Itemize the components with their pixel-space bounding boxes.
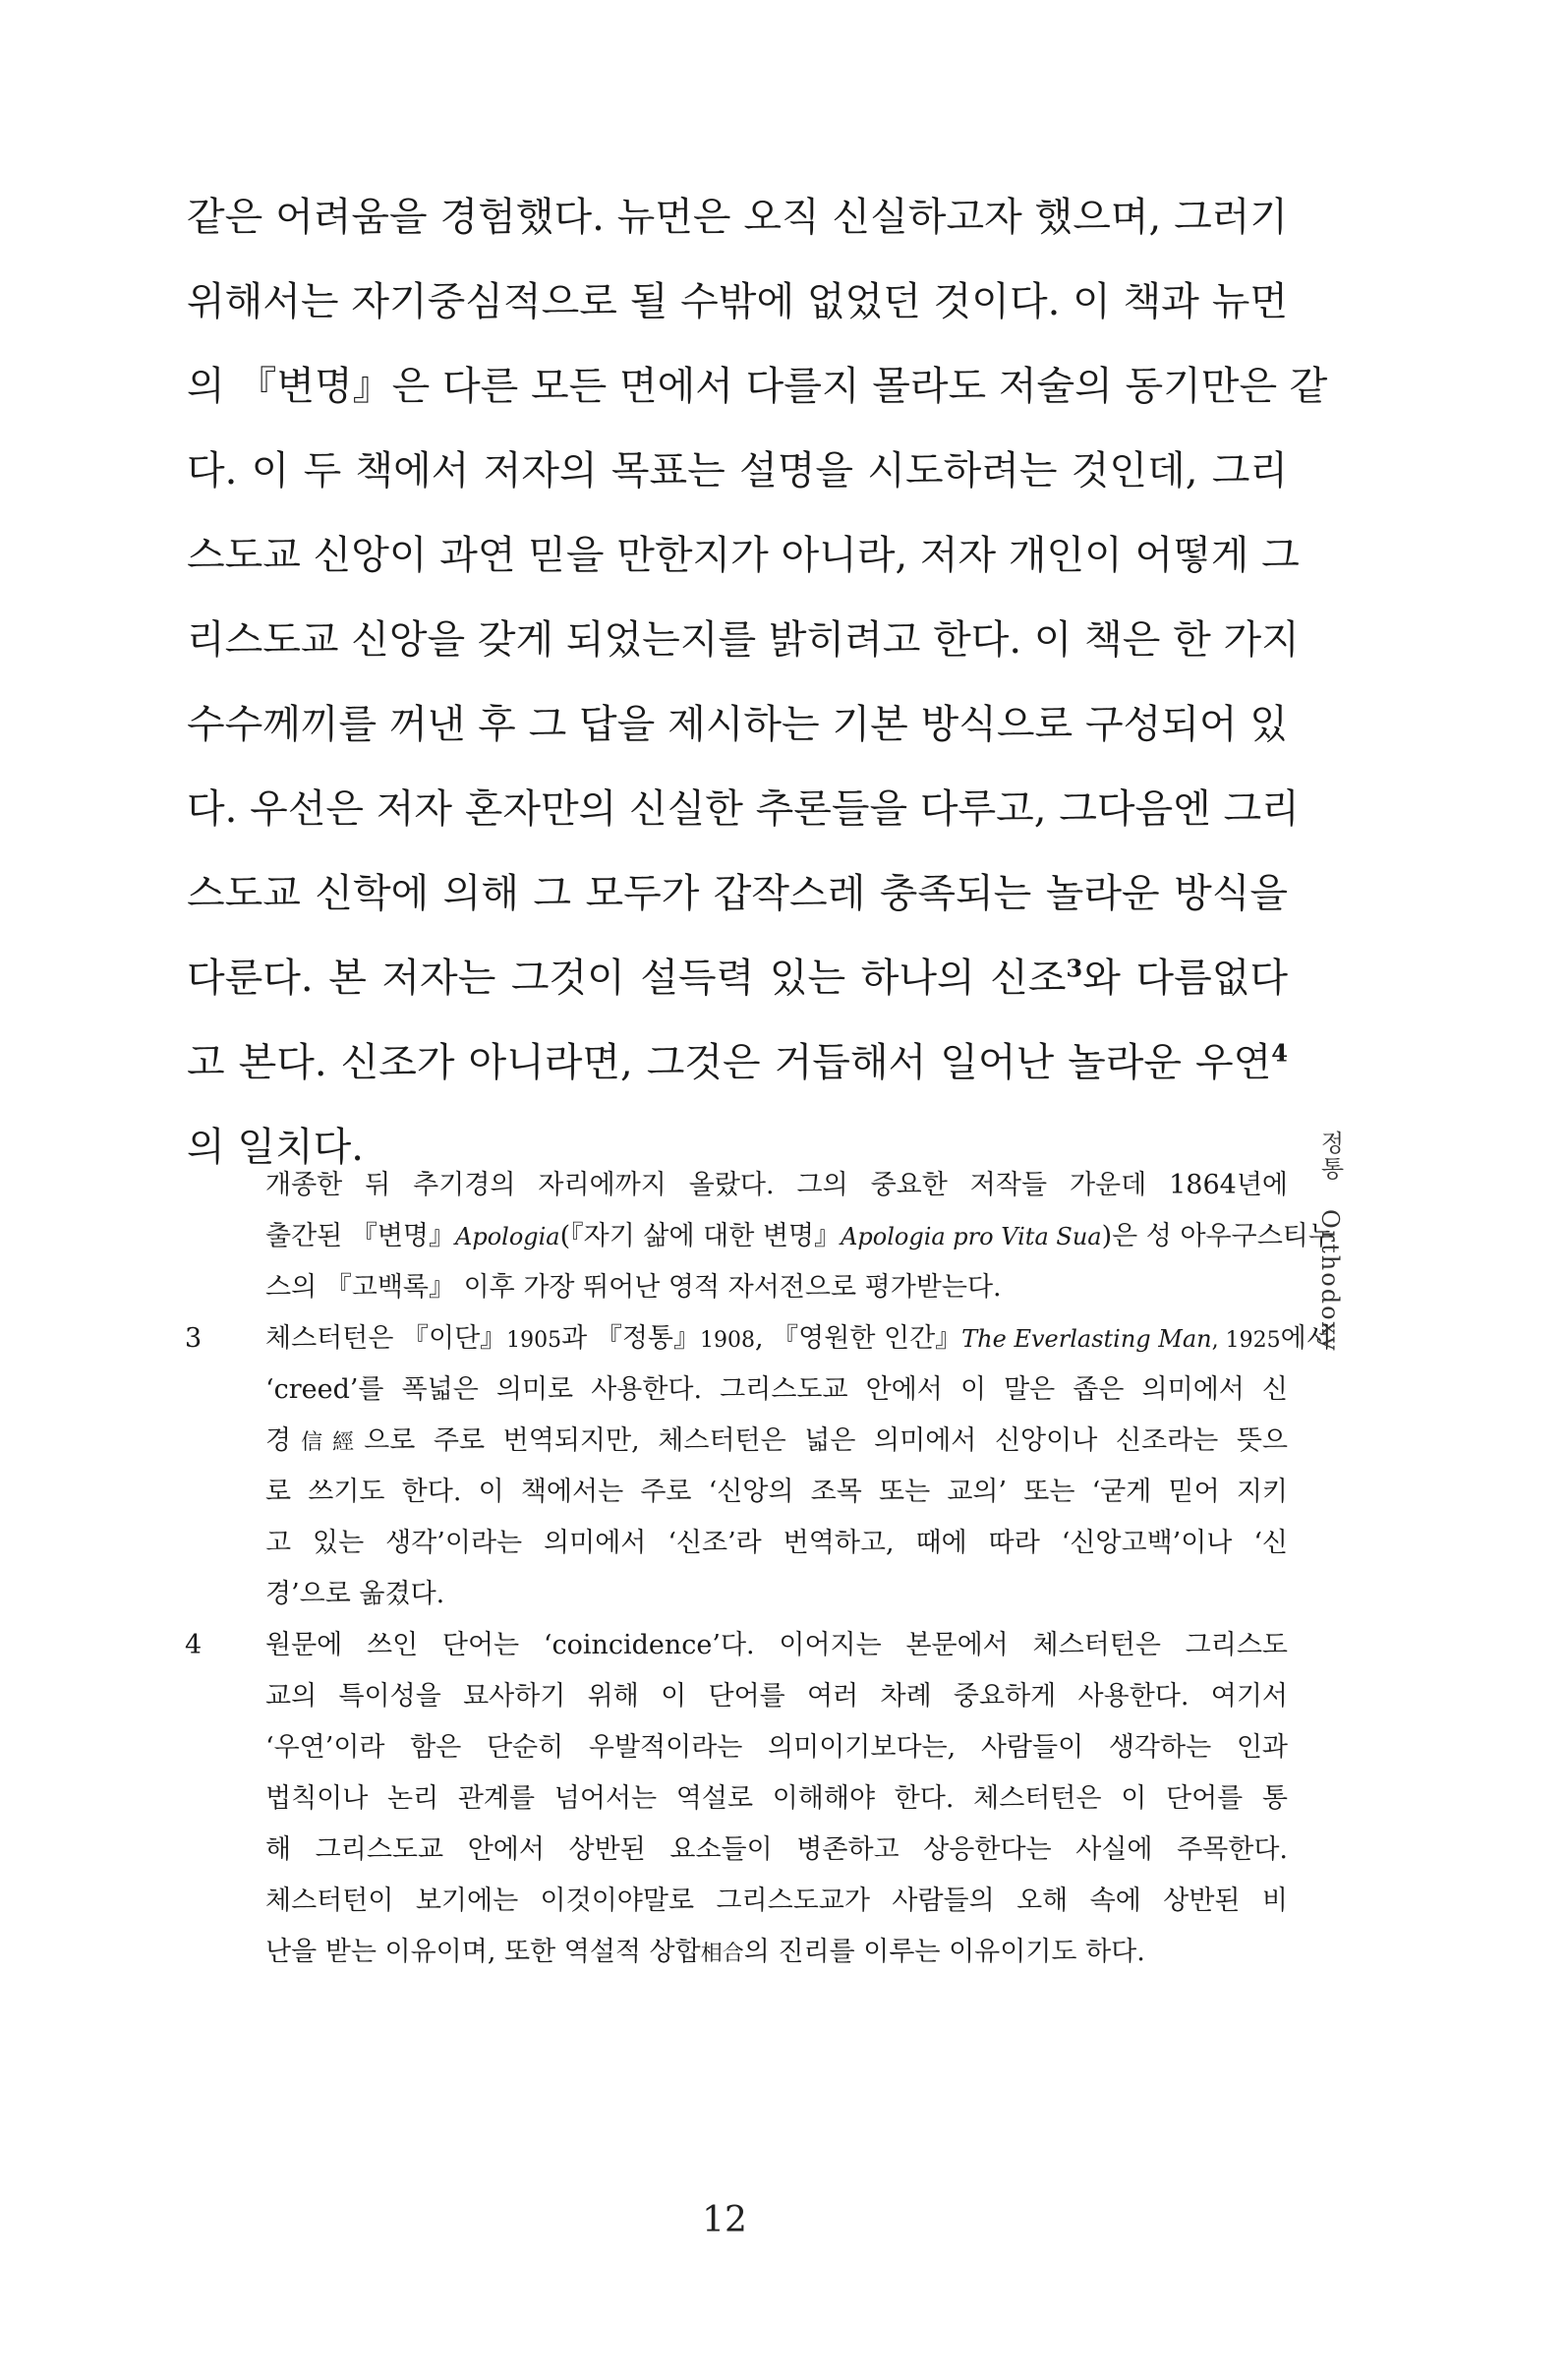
body-line: 스도교 신학에 의해 그 모두가 갑작스레 충족되는 놀라운 방식을 [187,871,1288,916]
footnote-ref-3[interactable]: 3 [1066,954,1083,983]
footnote-text: 과 『정통』 [561,1323,700,1354]
body-line [187,936,1288,1020]
body-line: 다. 우선은 저자 혼자만의 신실한 추론들을 다루고, 그다음엔 그리 [187,786,1300,832]
footnote-line [265,1211,1334,1262]
footnote-text: 체스터턴은 『이단』 [265,1323,507,1354]
footnote-4 [167,1620,1288,1978]
footnote-italic-title: Apologia pro Vita Sua [841,1223,1102,1250]
body-line: 리스도교 신앙을 갖게 되었는지를 밝히려고 한다. 이 책은 한 가지 [187,617,1300,663]
footnote-text: (『자기 삶에 대한 변명』 [559,1221,842,1251]
body-line: 의 일치다. [187,1125,364,1170]
running-head [1313,1131,1348,1369]
body-line: 위해서는 자기중심적으로 될 수밖에 없었던 것이다. 이 책과 뉴먼 [187,279,1288,324]
footnote-number: 4 [185,1630,203,1660]
footnote-year: 1905 [506,1328,562,1353]
footnote-year: 1908 [700,1328,755,1353]
footnote-line: 경’으로 옮겼다. [265,1579,445,1609]
running-head-english: Orthodoxy [1316,1208,1344,1353]
body-line: 의 『변명』은 다른 모든 면에서 다를지 몰라도 저술의 동기만은 같 [187,364,1328,409]
footnote-2-continued [167,1160,1334,1313]
body-line [187,1020,1288,1105]
footnote-text: , 『영원한 인간』 [755,1323,962,1354]
footnote-line: 로 쓰기도 한다. 이 책에서는 주로 ‘신앙의 조목 또는 교의’ 또는 ‘굳게 믿어 지키 [265,1477,1288,1507]
footnote-line: ‘creed’를 폭넓은 의미로 사용한다. 그리스도교 안에서 이 말은 좁은 의미에서 신 [265,1374,1288,1405]
body-text-fragment: 다룬다. 본 저자는 그것이 설득력 있는 하나의 신조 [187,956,1067,1001]
footnote-ref-4[interactable]: 4 [1271,1038,1288,1068]
footnote-line: 스의 『고백록』 이후 가장 뛰어난 영적 자서전으로 평가받는다. [265,1272,1002,1303]
body-text-fragment: 와 다름없다 [1082,956,1288,1001]
footnote-number: 3 [185,1323,203,1354]
footnote-text: 으로 주로 번역되지만, 체스터턴은 넓은 의미에서 신앙이나 신조라는 뜻으 [364,1425,1288,1456]
footnote-text: 출간된 『변명』 [265,1221,455,1251]
footnote-italic-title: The Everlasting Man [961,1325,1212,1353]
body-line: 다. 이 두 책에서 저자의 목표는 설명을 시도하려는 것인데, 그리 [187,448,1288,493]
footnote-line [265,1927,1288,1978]
body-text-fragment: 고 본다. 신조가 아니라면, 그것은 거듭해서 일어난 놀라운 우연 [187,1040,1272,1085]
footnote-line: 원문에 쓰인 단어는 ‘coincidence’다. 이어지는 본문에서 체스터턴은 그리스도 [265,1630,1288,1660]
page-number: 12 [702,2200,747,2240]
footnote-line [265,1313,1332,1364]
footnote-3 [167,1313,1332,1620]
footnote-line: ‘우연’이라 함은 단순히 우발적이라는 의미이기보다는, 사람들이 생각하는 인과 [265,1732,1288,1763]
footnote-line [265,1416,1288,1467]
footnote-line: 교의 특이성을 묘사하기 위해 이 단어를 여러 차례 중요하게 사용한다. 여기서 [265,1681,1288,1712]
body-line: 수수께끼를 꺼낸 후 그 답을 제시하는 기본 방식으로 구성되어 있 [187,702,1288,747]
footnote-text: 경 [265,1425,292,1456]
footnote-italic-title: Apologia [455,1223,560,1250]
footnote-text: )은 성 아우구스티누 [1101,1221,1334,1251]
footnote-line: 개종한 뒤 추기경의 자리에까지 올랐다. 그의 중요한 저작들 가운데 1864년에 [265,1170,1288,1200]
footnote-text: 난을 받는 이유이며, 또한 역설적 상합 [265,1937,701,1967]
footnote-line: 고 있는 생각’이라는 의미에서 ‘신조’라 번역하고, 때에 따라 ‘신앙고백’이나 ‘신 [265,1528,1288,1558]
body-line: 같은 어려움을 경험했다. 뉴먼은 오직 신실하고자 했으며, 그러기 [187,195,1288,240]
footnote-line: 법칙이나 논리 관계를 넘어서는 역설로 이해해야 한다. 체스터턴은 이 단어를 통 [265,1783,1288,1814]
body-line: 스도교 신앙이 과연 믿을 만한지가 아니라, 저자 개인이 어떻게 그 [187,533,1300,578]
main-text [187,175,1328,1190]
footnote-hanja: 相合 [700,1942,744,1966]
footnote-hanja: 信經 [291,1430,365,1455]
footnote-text: 의 진리를 이루는 이유이기도 하다. [743,1937,1145,1967]
footnote-line: 체스터턴이 보기에는 이것이야말로 그리스도교가 사람들의 오해 속에 상반된 비 [265,1886,1288,1916]
running-head-korean: 정통 [1316,1131,1344,1182]
footnote-line: 해 그리스도교 안에서 상반된 요소들이 병존하고 상응한다는 사실에 주목한다. [265,1834,1288,1865]
footnote-year: , 1925 [1211,1328,1281,1353]
footnote-text: 에서 [1280,1323,1332,1354]
